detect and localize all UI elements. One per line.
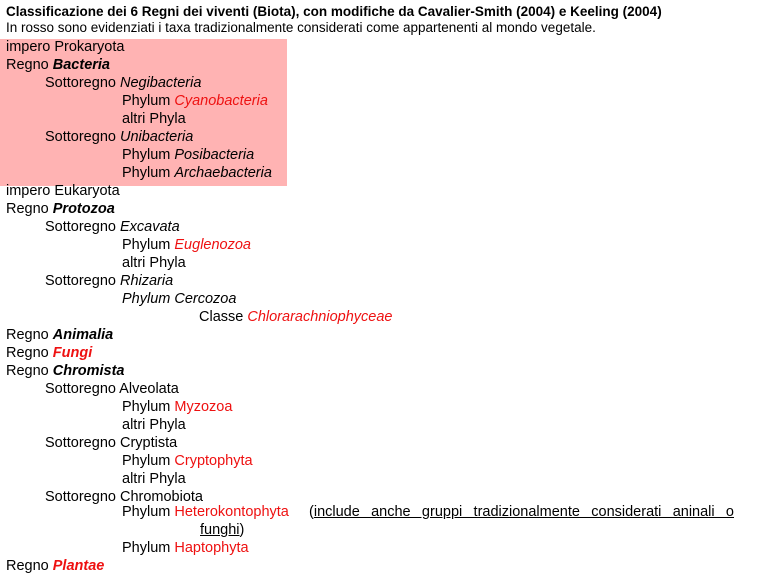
taxon-label: altri Phyla — [122, 471, 186, 487]
phylum-myzozoa — [122, 398, 232, 416]
phylum-haptophyta — [122, 539, 249, 557]
taxon-prefix: Sottoregno — [45, 129, 120, 145]
empire-prokaryota — [6, 38, 124, 56]
taxon-name: Bacteria — [52, 57, 110, 73]
taxon-prefix: Regno — [6, 57, 53, 73]
taxon-name: Excavata — [119, 219, 180, 235]
phylum-archaebacteria — [122, 164, 272, 182]
other-phyla — [122, 416, 186, 434]
other-phyla — [122, 110, 186, 128]
taxon-label: Sottoregno Cryptista — [45, 435, 178, 451]
kingdom-protozoa — [6, 200, 115, 218]
kingdom-fungi — [6, 344, 92, 362]
phylum-cercozoa — [122, 290, 236, 308]
taxon-name: Negibacteria — [119, 75, 202, 91]
taxon-name: Plantae — [52, 558, 105, 574]
taxon-name: Animalia — [52, 327, 114, 343]
taxon-name: Protozoa — [52, 201, 115, 217]
phylum-posibacteria — [122, 146, 254, 164]
taxon-prefix: Phylum — [122, 147, 175, 163]
taxon-name: Heterokontophyta — [174, 504, 289, 520]
taxon-name: Cyanobacteria — [174, 93, 268, 109]
taxon-name: Unibacteria — [119, 129, 194, 145]
taxon-prefix: Phylum — [122, 540, 175, 556]
phylum-cyanobacteria — [122, 92, 268, 110]
taxon-label: altri Phyla — [122, 255, 186, 271]
subkingdom-alveolata — [45, 380, 179, 398]
taxon-prefix: Sottoregno — [45, 75, 120, 91]
taxon-name: Chromista — [52, 363, 125, 379]
taxon-label: Sottoregno Alveolata — [45, 381, 179, 397]
taxon-label: impero Eukaryota — [6, 183, 120, 199]
taxon-prefix: Phylum — [122, 93, 175, 109]
page-subtitle: In rosso sono evidenziati i taxa tradizionalmente considerati come appartenenti al mondo vegetale. — [6, 20, 596, 35]
taxon-name: Posibacteria — [174, 147, 255, 163]
taxon-prefix: Regno — [6, 327, 53, 343]
taxon-label: Phylum Cercozoa — [122, 291, 237, 307]
taxon-label: impero Prokaryota — [6, 39, 125, 55]
taxon-name: Cryptophyta — [174, 453, 253, 469]
taxon-prefix: Regno — [6, 363, 53, 379]
taxon-prefix: Sottoregno — [45, 219, 120, 235]
kingdom-chromista — [6, 362, 124, 380]
taxon-name: Haptophyta — [174, 540, 249, 556]
kingdom-bacteria — [6, 56, 110, 74]
other-phyla — [122, 470, 186, 488]
phylum-euglenozoa — [122, 236, 251, 254]
taxon-prefix: Phylum — [122, 237, 175, 253]
kingdom-plantae — [6, 557, 104, 575]
subkingdom-negibacteria — [45, 74, 201, 92]
note-close-paren: ) — [239, 522, 245, 538]
page-title: Classificazione dei 6 Regni dei viventi (Biota), con modifiche da Cavalier-Smith (2004) e Keeling (2004) — [6, 4, 662, 19]
taxon-label: altri Phyla — [122, 111, 186, 127]
empire-eukaryota — [6, 182, 120, 200]
other-phyla — [122, 254, 186, 272]
taxon-prefix: Classe — [199, 309, 248, 325]
taxon-label: Sottoregno Chromobiota — [45, 489, 203, 505]
subkingdom-cryptista — [45, 434, 177, 452]
heterokontophyta-note-cont — [200, 521, 244, 539]
taxon-name: Chlorarachniophyceae — [247, 309, 393, 325]
taxon-label: altri Phyla — [122, 417, 186, 433]
taxon-name: Rhizaria — [119, 273, 174, 289]
taxon-prefix: Regno — [6, 201, 53, 217]
class-chlorarachniophyceae — [199, 308, 392, 326]
taxon-name: Myzozoa — [174, 399, 233, 415]
note-open-paren: ( — [309, 504, 314, 520]
note-text: include anche gruppi tradizionalmente considerati aninali o — [313, 504, 734, 520]
subkingdom-rhizaria — [45, 272, 173, 290]
taxon-prefix: Phylum — [122, 504, 175, 520]
taxon-name: Archaebacteria — [174, 165, 272, 181]
note-text-2: funghi — [200, 522, 240, 538]
taxon-prefix: Phylum — [122, 453, 175, 469]
taxon-prefix: Phylum — [122, 165, 175, 181]
phylum-heterokontophyta — [122, 503, 289, 521]
taxon-prefix: Regno — [6, 345, 53, 361]
heterokontophyta-note — [309, 503, 734, 521]
taxon-prefix: Sottoregno — [45, 273, 120, 289]
kingdom-animalia — [6, 326, 113, 344]
phylum-cryptophyta — [122, 452, 253, 470]
subkingdom-excavata — [45, 218, 180, 236]
taxon-prefix: Phylum — [122, 399, 175, 415]
subkingdom-unibacteria — [45, 128, 193, 146]
taxon-name: Fungi — [52, 345, 93, 361]
taxon-prefix: Regno — [6, 558, 53, 574]
taxon-name: Euglenozoa — [174, 237, 251, 253]
